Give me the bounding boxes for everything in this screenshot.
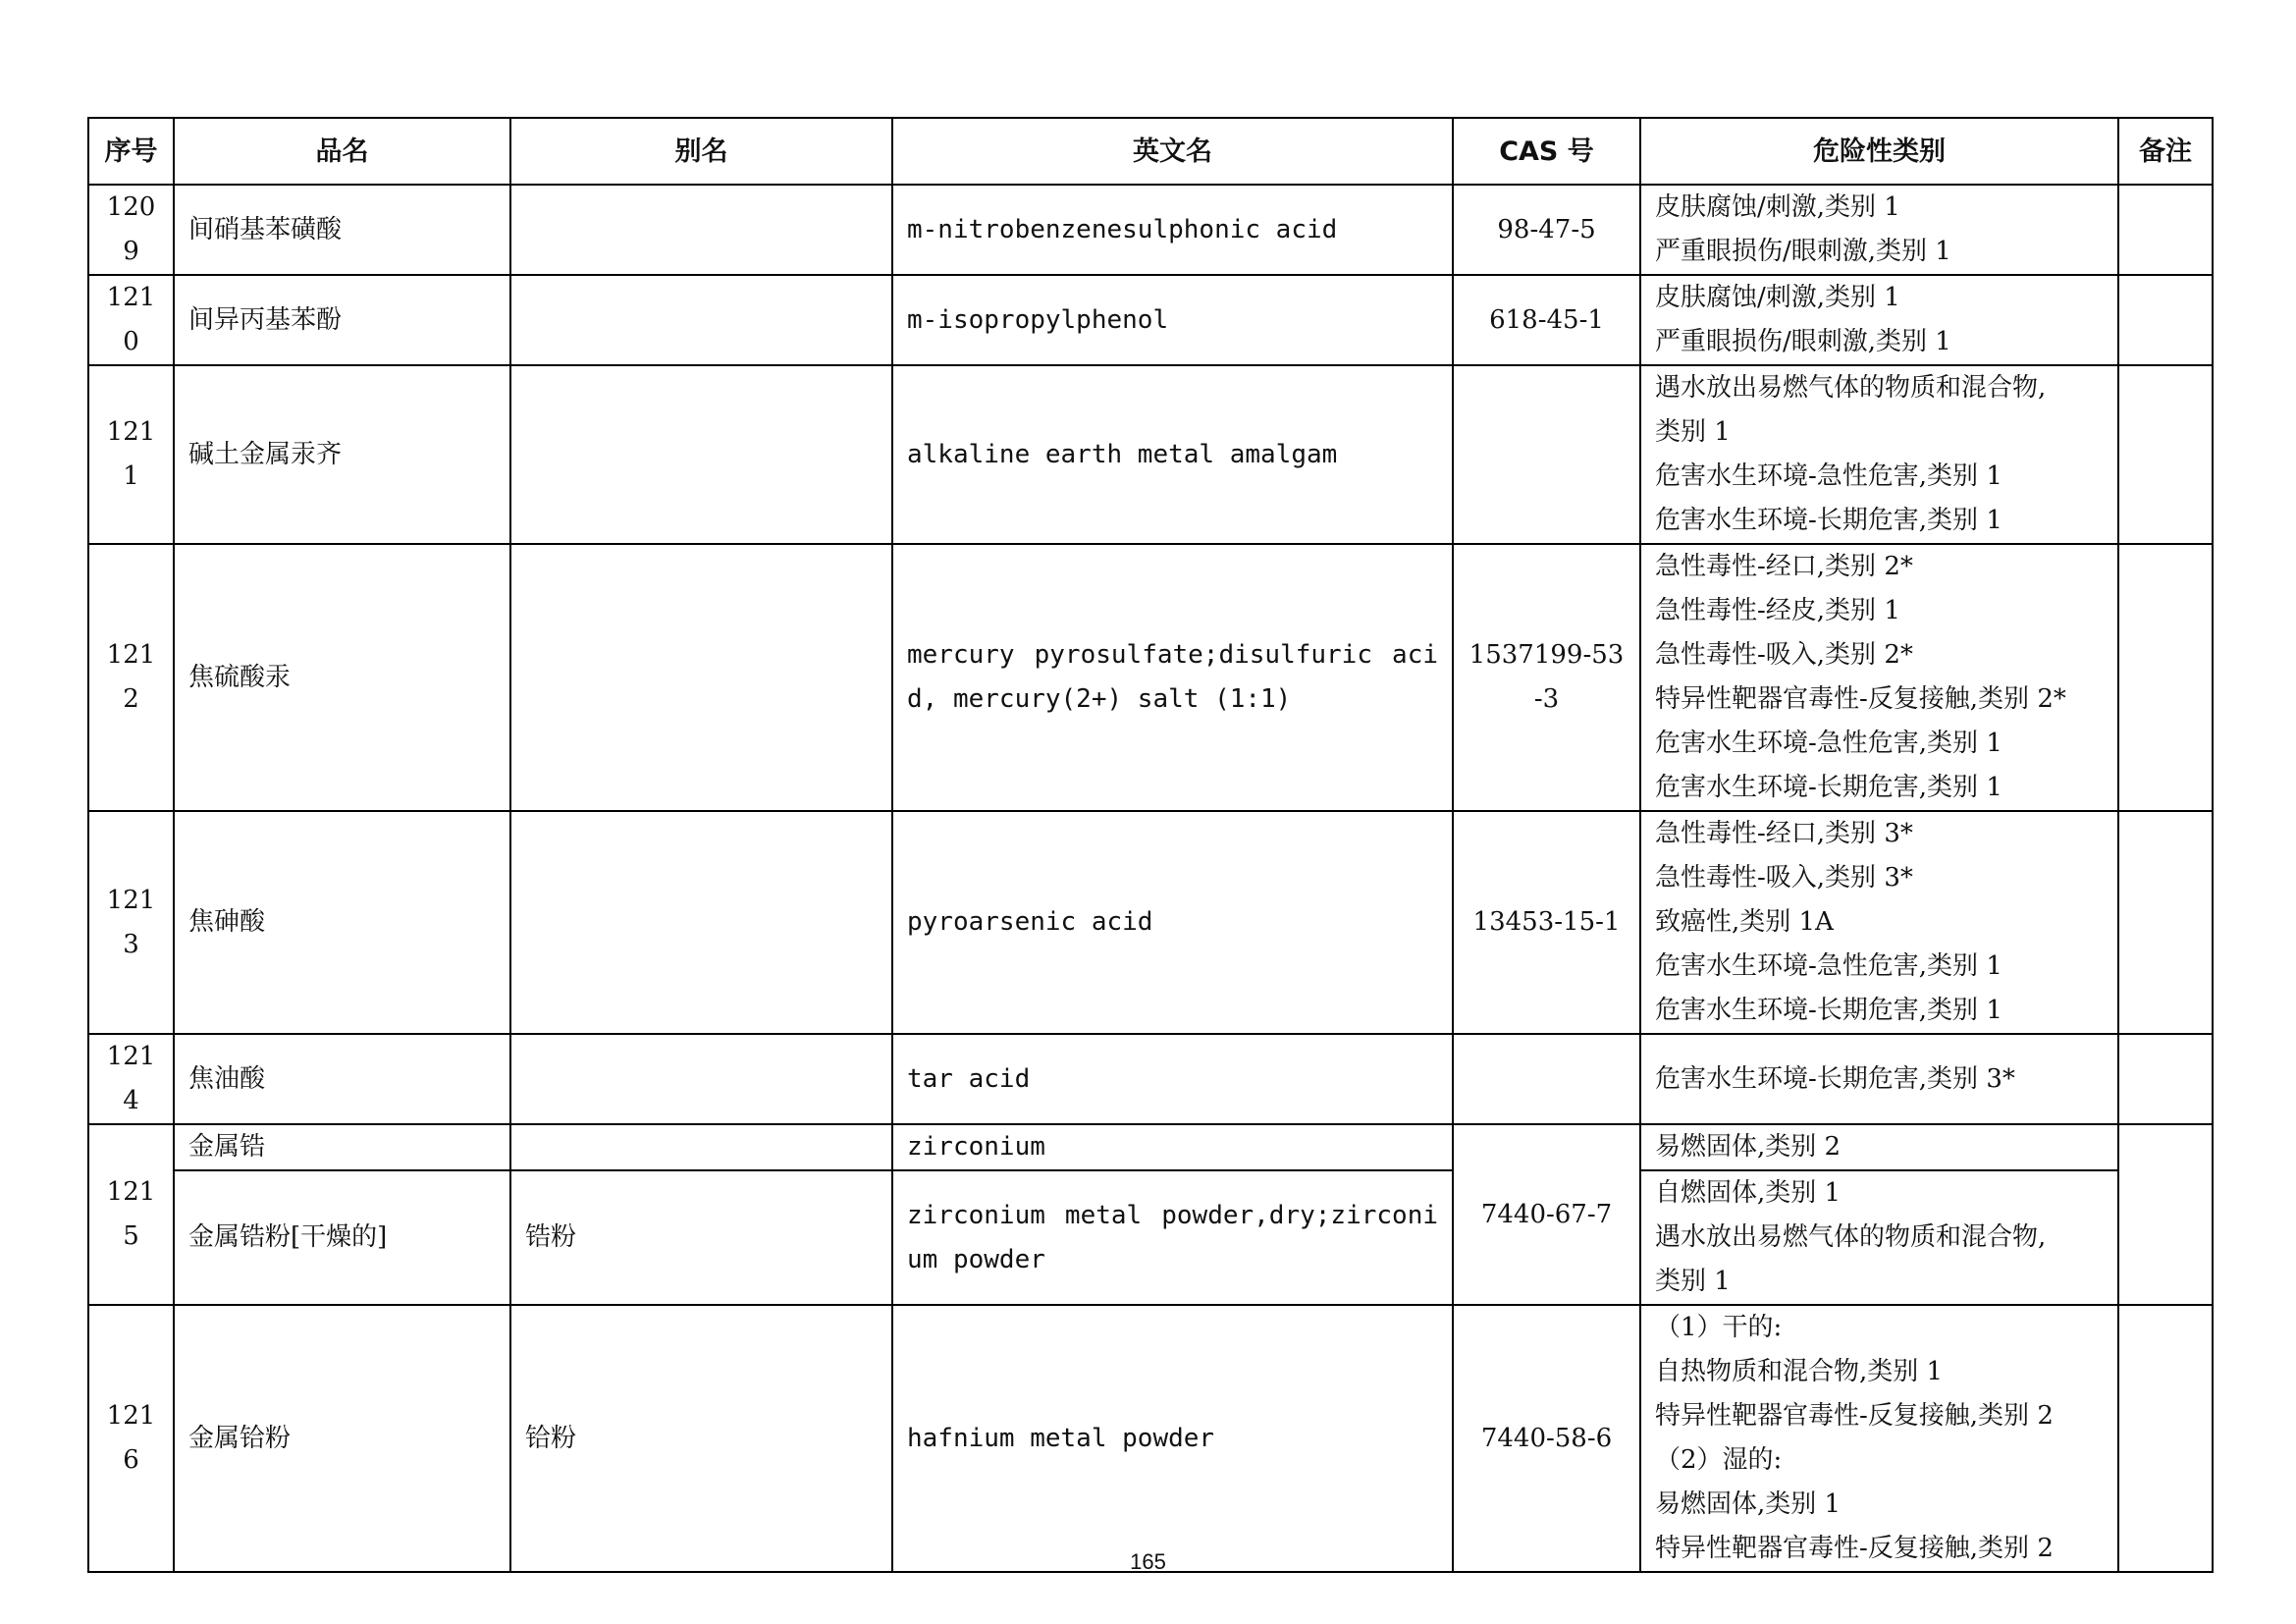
row-english: m-isopropylphenol	[892, 275, 1453, 365]
hazard-line: 类别 1	[1655, 417, 1731, 447]
row-hazard	[1640, 1170, 2118, 1305]
row-no: 1213	[88, 811, 174, 1034]
row-cas: 618-45-1	[1453, 275, 1640, 365]
table-row	[88, 1305, 2213, 1572]
hazard-line: 皮肤腐蚀/刺激,类别 1	[1655, 192, 1900, 222]
hazard-line: 危害水生环境-急性危害,类别 1	[1655, 461, 2002, 491]
row-alias	[510, 185, 892, 275]
row-remark	[2118, 1034, 2213, 1124]
row-remark	[2118, 544, 2213, 811]
hazard-line: 致癌性,类别 1A	[1655, 907, 1834, 937]
hazard-line: 急性毒性-吸入,类别 3*	[1655, 863, 1913, 893]
row-hazard	[1640, 1124, 2118, 1170]
hazard-line: 严重眼损伤/眼刺激,类别 1	[1655, 327, 1951, 356]
row-no: 1211	[88, 365, 174, 544]
page-number: 165	[1130, 1549, 1166, 1574]
row-remark	[2118, 811, 2213, 1034]
row-name: 碱土金属汞齐	[174, 365, 510, 544]
row-no: 1209	[88, 185, 174, 275]
row-english: zirconium metal powder,dry;zirconium powder	[892, 1170, 1453, 1305]
hazard-line: 严重眼损伤/眼刺激,类别 1	[1655, 237, 1951, 266]
row-remark	[2118, 275, 2213, 365]
row-english: tar acid	[892, 1034, 1453, 1124]
row-alias	[510, 1124, 892, 1170]
hazard-line: 自燃固体,类别 1	[1655, 1178, 1842, 1208]
table-row	[88, 1124, 2213, 1170]
row-alias: 锆粉	[510, 1170, 892, 1305]
hazard-line: 危害水生环境-长期危害,类别 1	[1655, 506, 2002, 535]
row-english: pyroarsenic acid	[892, 811, 1453, 1034]
row-alias: 铪粉	[510, 1305, 892, 1572]
hazard-line: 特异性靶器官毒性-反复接触,类别 2	[1655, 1401, 2054, 1431]
row-hazard	[1640, 1305, 2118, 1572]
hazard-line: 特异性靶器官毒性-反复接触,类别 2	[1655, 1534, 2054, 1563]
hazard-line: 危害水生环境-长期危害,类别 1	[1655, 773, 2002, 802]
row-hazard	[1640, 811, 2118, 1034]
row-hazard	[1640, 544, 2118, 811]
header-english: 英文名	[892, 118, 1453, 185]
row-alias	[510, 544, 892, 811]
row-english: mercury pyrosulfate;disulfuric acid, mercury(2+) salt (1:1)	[892, 544, 1453, 811]
hazard-line: 危害水生环境-长期危害,类别 3*	[1655, 1063, 2015, 1094]
row-cas	[1453, 1034, 1640, 1124]
row-name: 金属锆粉[干燥的]	[174, 1170, 510, 1305]
header-hazard: 危险性类别	[1640, 118, 2118, 185]
row-cas: 98-47-5	[1453, 185, 1640, 275]
hazardous-chemicals-table	[87, 117, 2214, 1573]
row-name: 焦硫酸汞	[174, 544, 510, 811]
table-row	[88, 365, 2213, 544]
row-english: hafnium metal powder	[892, 1305, 1453, 1572]
row-hazard	[1640, 275, 2118, 365]
header-no: 序号	[88, 118, 174, 185]
hazard-line: 危害水生环境-长期危害,类别 1	[1655, 996, 2002, 1025]
table-header-row	[88, 118, 2213, 185]
row-hazard	[1640, 185, 2118, 275]
hazard-line: 易燃固体,类别 2	[1655, 1132, 1842, 1162]
row-remark	[2118, 365, 2213, 544]
hazard-line: 易燃固体,类别 1	[1655, 1489, 1842, 1519]
table-row	[88, 811, 2213, 1034]
row-cas: 13453-15-1	[1453, 811, 1640, 1034]
row-name: 焦砷酸	[174, 811, 510, 1034]
row-name: 间硝基苯磺酸	[174, 185, 510, 275]
header-name: 品名	[174, 118, 510, 185]
row-alias	[510, 1034, 892, 1124]
row-no: 1210	[88, 275, 174, 365]
row-no: 1216	[88, 1305, 174, 1572]
row-english: alkaline earth metal amalgam	[892, 365, 1453, 544]
row-remark	[2118, 1305, 2213, 1572]
row-cas	[1453, 365, 1640, 544]
hazard-line: 皮肤腐蚀/刺激,类别 1	[1655, 283, 1900, 312]
table-row	[88, 544, 2213, 811]
header-alias: 别名	[510, 118, 892, 185]
row-alias	[510, 275, 892, 365]
hazard-line: （1）干的:	[1655, 1313, 1783, 1342]
row-cas: 7440-58-6	[1453, 1305, 1640, 1572]
table-row	[88, 185, 2213, 275]
row-no: 1212	[88, 544, 174, 811]
hazard-line: 急性毒性-经皮,类别 1	[1655, 596, 1900, 625]
hazard-line: 急性毒性-经口,类别 3*	[1655, 819, 1913, 848]
row-cas: 7440-67-7	[1453, 1124, 1640, 1305]
row-remark	[2118, 1124, 2213, 1305]
header-remark: 备注	[2118, 118, 2213, 185]
hazard-line: 类别 1	[1655, 1267, 1731, 1296]
hazard-line: 危害水生环境-急性危害,类别 1	[1655, 951, 2002, 981]
hazard-line: 自热物质和混合物,类别 1	[1655, 1357, 1944, 1386]
row-alias	[510, 365, 892, 544]
row-remark	[2118, 185, 2213, 275]
row-hazard	[1640, 1034, 2118, 1124]
hazard-line: （2）湿的:	[1655, 1445, 1783, 1475]
row-name: 焦油酸	[174, 1034, 510, 1124]
hazard-line: 危害水生环境-急性危害,类别 1	[1655, 729, 2002, 758]
hazard-line: 急性毒性-经口,类别 2*	[1655, 552, 1913, 581]
row-alias	[510, 811, 892, 1034]
hazard-line: 急性毒性-吸入,类别 2*	[1655, 640, 1913, 670]
row-english: zirconium	[892, 1124, 1453, 1170]
table-row	[88, 1034, 2213, 1124]
row-name: 金属铪粉	[174, 1305, 510, 1572]
table-row	[88, 275, 2213, 365]
row-english: m-nitrobenzenesulphonic acid	[892, 185, 1453, 275]
hazard-line: 遇水放出易燃气体的物质和混合物,	[1655, 1222, 2047, 1252]
header-cas: CAS 号	[1453, 118, 1640, 185]
row-name: 金属锆	[174, 1124, 510, 1170]
table-row	[88, 1170, 2213, 1305]
row-hazard	[1640, 365, 2118, 544]
row-no: 1215	[88, 1124, 174, 1305]
hazard-line: 遇水放出易燃气体的物质和混合物,	[1655, 373, 2047, 403]
hazard-line: 特异性靶器官毒性-反复接触,类别 2*	[1655, 684, 2066, 714]
row-no: 1214	[88, 1034, 174, 1124]
row-cas: 1537199-53-3	[1453, 544, 1640, 811]
row-name: 间异丙基苯酚	[174, 275, 510, 365]
